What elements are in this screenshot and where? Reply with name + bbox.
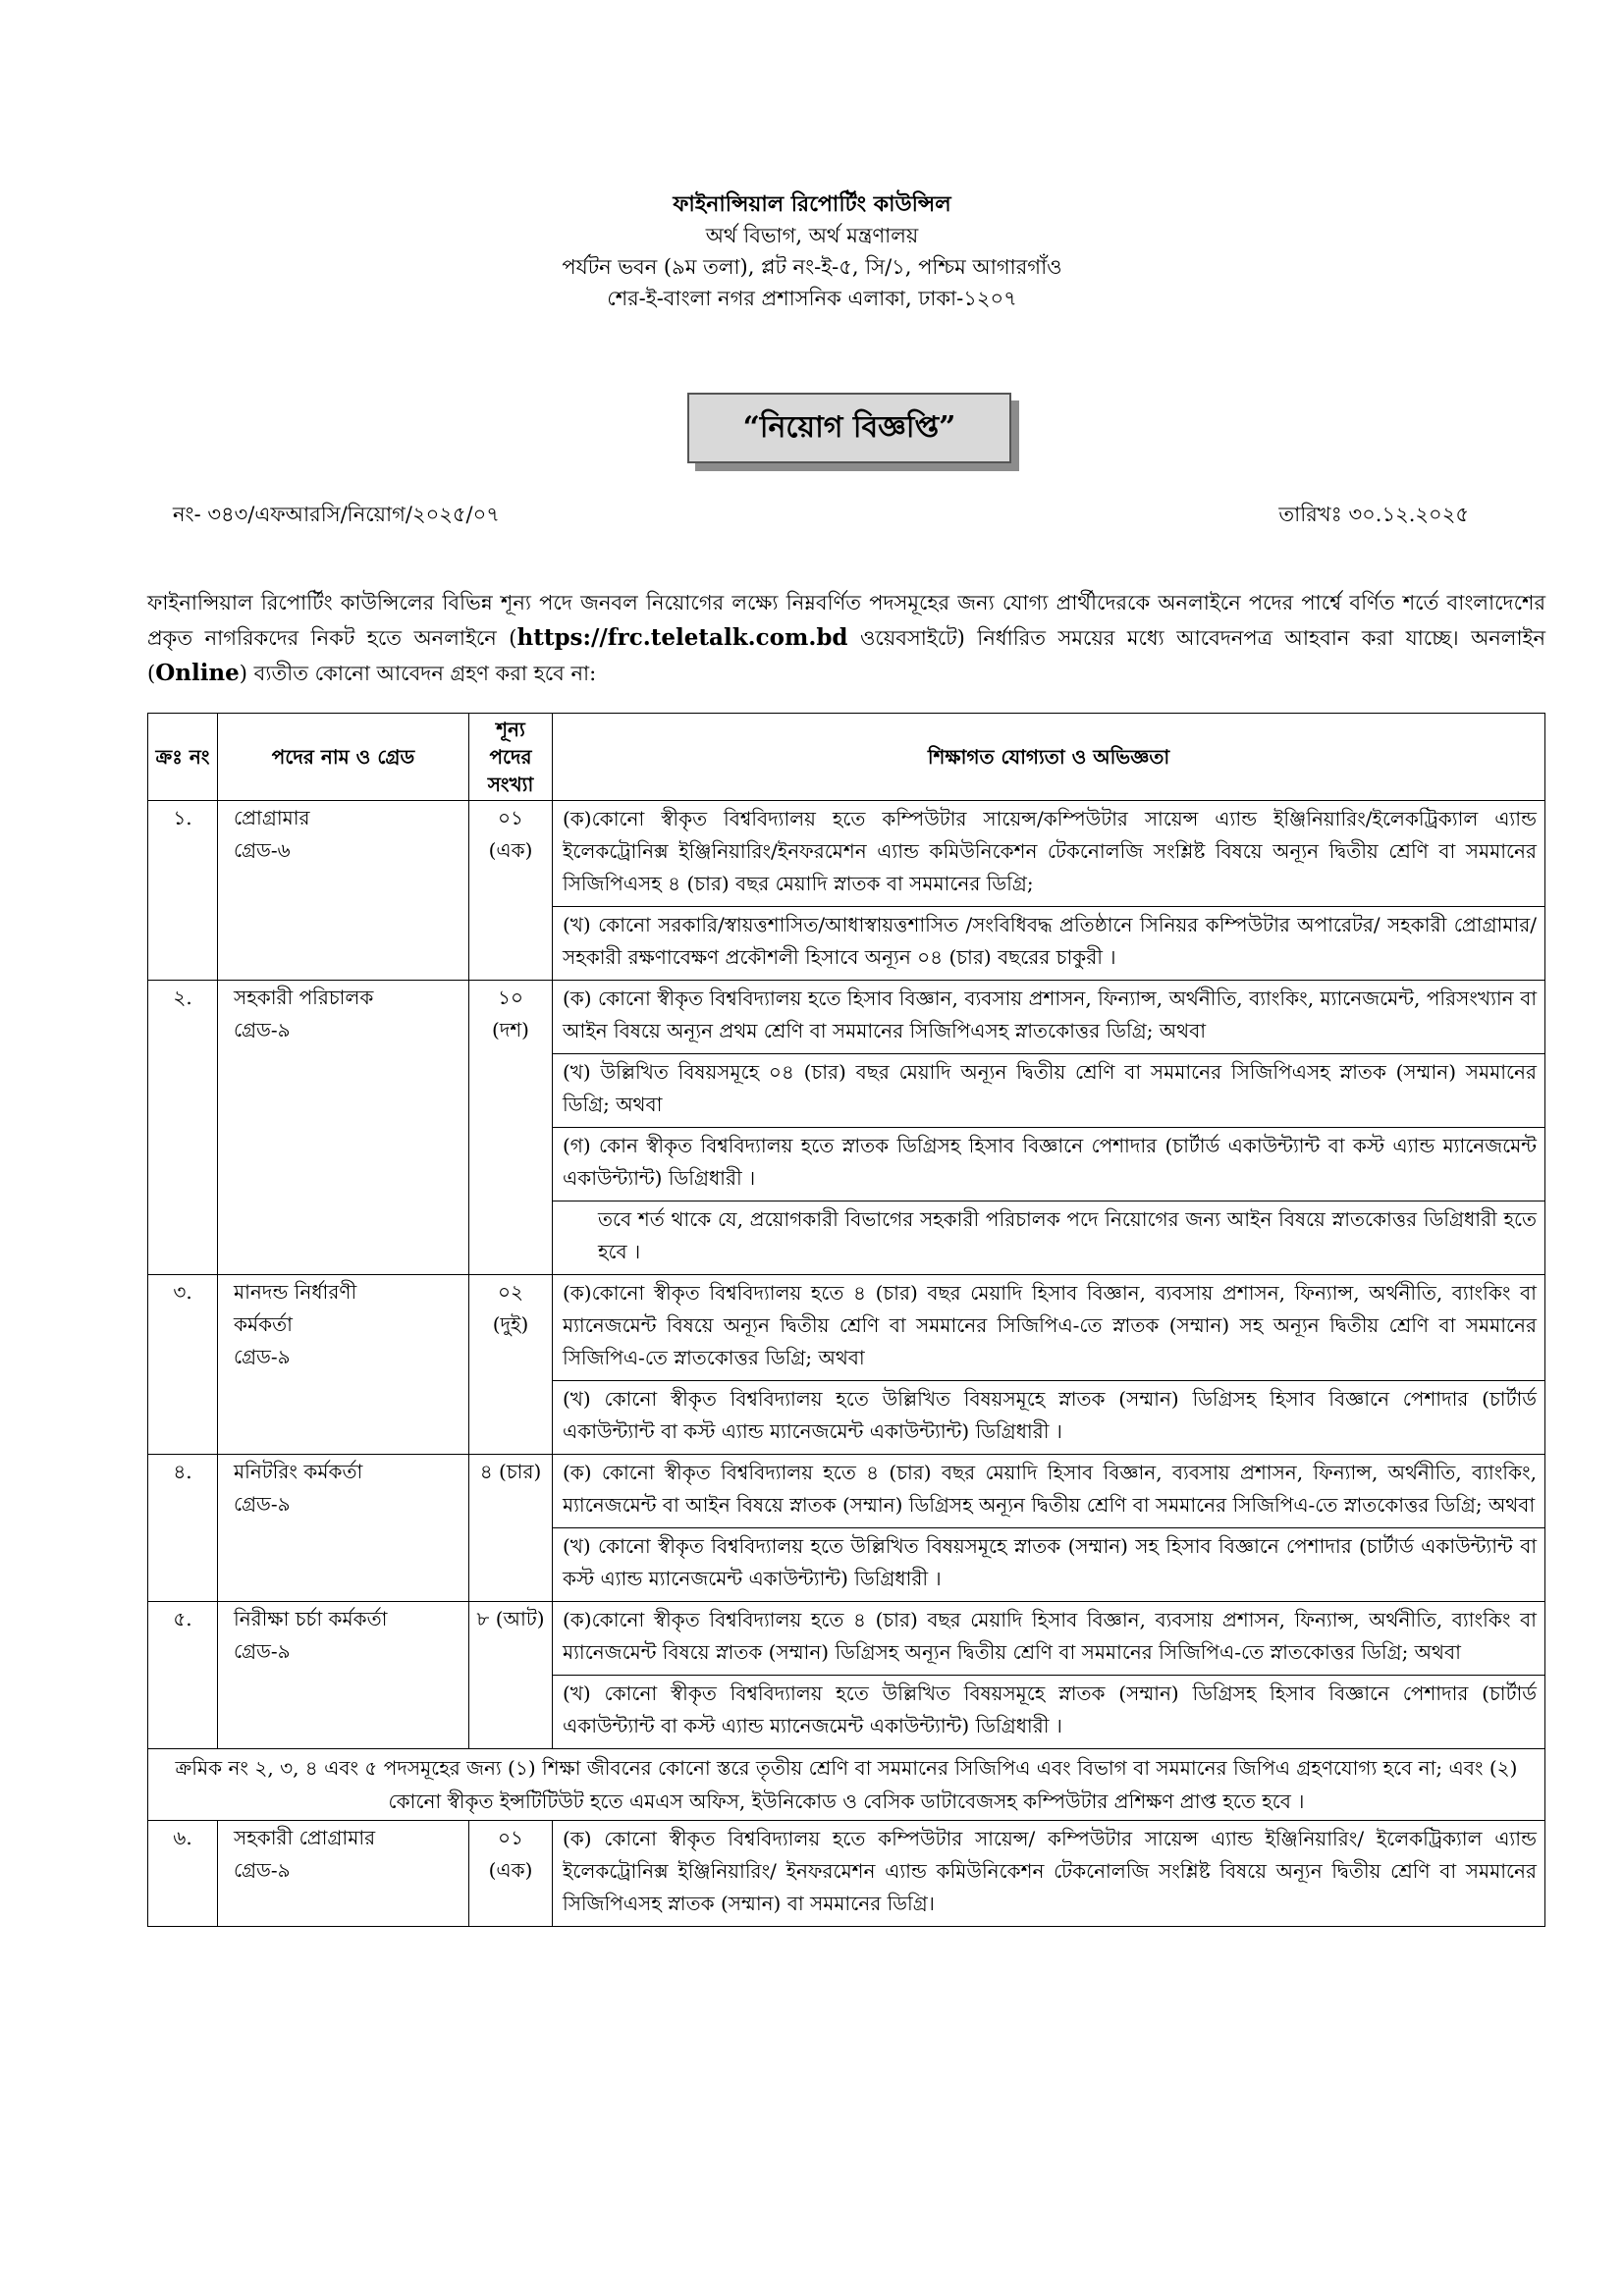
table-row <box>148 801 1545 981</box>
notice-title: “নিয়োগ বিজ্ঞপ্তি” <box>687 393 1011 463</box>
qualification-item: (খ) কোনো স্বীকৃত বিশ্ববিদ্যালয় হতে উল্লিখিত বিষয়সমূহে স্নাতক (সম্মান) ডিগ্রিসহ হিসাব বিজ্ঞানে পেশাদার (চার্টার্ড একাউন্ট্যান্ট বা কস্ট এ্যান্ড ম্যানেজমেন্ট একাউন্ট্যান্ট) ডিগ্রিধারী । <box>553 1675 1544 1748</box>
vacancy-count: ৮ (আট) <box>476 1607 545 1630</box>
vacancy-table <box>147 713 1545 1927</box>
post-name: প্রোগ্রামার <box>234 806 310 829</box>
post-grade: গ্রেড-৯ <box>234 1858 291 1882</box>
row-serial: ৬. <box>148 1821 218 1927</box>
vacancy-words: (এক) <box>488 838 533 862</box>
intro-text-1: ফাইনান্সিয়াল রিপোর্টিং কাউন্সিলের বিভিন্ন শূন্য পদে জনবল নিয়োগের লক্ষ্যে নিম্নবর্ণিত পদসমূহের জন্য যোগ্য প্রার্থীদেরকে অনলাইনে পদের পার্শ্বে বর্ণিত শর্তে বাংলাদেশের প্রকৃত নাগরিকদের নিকট হতে অনলাইনে ( <box>147 591 1545 650</box>
letterhead <box>0 188 1624 314</box>
header-serial: ক্রঃ নং <box>148 714 218 801</box>
table-row <box>148 1602 1545 1749</box>
vacancy-count: ০১ <box>498 806 523 829</box>
vacancy-count: ১০ <box>498 986 523 1009</box>
qualification-item: (খ) কোনো স্বীকৃত বিশ্ববিদ্যালয় হতে উল্লিখিত বিষয়সমূহে স্নাতক (সম্মান) সহ হিসাব বিজ্ঞানে পেশাদার (চার্টার্ড একাউন্ট্যান্ট বা কস্ট এ্যান্ড ম্যানেজমেন্ট একাউন্ট্যান্ট) ডিগ্রিধারী । <box>553 1527 1544 1601</box>
row-serial: ২. <box>148 981 218 1275</box>
vacancy-count: ৪ (চার) <box>479 1460 542 1483</box>
vacancy-count: ০১ <box>498 1826 523 1849</box>
qualification-cell <box>553 1602 1545 1749</box>
qualification-cell <box>553 1455 1545 1602</box>
table-row <box>148 981 1545 1275</box>
post-name: নিরীক্ষা চর্চা কর্মকর্তা <box>234 1607 388 1630</box>
vacancy-cell <box>469 801 553 981</box>
application-url: https://frc.teletalk.com.bd <box>516 624 848 651</box>
qualification-cell <box>553 801 1545 981</box>
header-qualification: শিক্ষাগত যোগ্যতা ও অভিজ্ঞতা <box>553 714 1545 801</box>
vacancy-cell <box>469 1602 553 1749</box>
organization-name: ফাইনান্সিয়াল রিপোর্টিং কাউন্সিল <box>673 191 951 217</box>
table-header-row <box>148 714 1545 801</box>
qualification-item: (গ) কোন স্বীকৃত বিশ্ববিদ্যালয় হতে স্নাতক ডিগ্রিসহ হিসাব বিজ্ঞানে পেশাদার (চার্টার্ড একাউন্ট্যান্ট বা কস্ট এ্যান্ড ম্যানেজমেন্ট একাউন্ট্যান্ট) ডিগ্রিধারী । <box>553 1127 1544 1201</box>
header-vacancy: শূন্য পদের সংখ্যা <box>469 714 553 801</box>
row-serial: ৩. <box>148 1275 218 1455</box>
vacancy-cell <box>469 1275 553 1455</box>
table-note-row <box>148 1749 1545 1821</box>
post-name: মানদন্ড নির্ধারণী কর্মকর্তা <box>234 1280 357 1336</box>
intro-text-3: ) ব্যতীত কোনো আবেদন গ্রহণ করা হবে না: <box>239 662 597 685</box>
address-line-1: পর্যটন ভবন (৯ম তলা), প্লট নং-ই-৫, সি/১, পশ্চিম আগারগাঁও <box>562 255 1062 279</box>
vacancy-words: (দুই) <box>492 1312 529 1336</box>
vacancy-count: ০২ <box>497 1280 523 1304</box>
vacancy-cell <box>469 981 553 1275</box>
qualification-item: (ক) কোনো স্বীকৃত বিশ্ববিদ্যালয় হতে হিসাব বিজ্ঞান, ব্যবসায় প্রশাসন, ফিন্যান্স, অর্থনীতি, ব্যাংকিং, ম্যানেজমেন্ট, পরিসংখ্যান বা আইন বিষয়ে অন্যূন প্রথম শ্রেণি বা সমমানের সিজিপিএসহ স্নাতকোত্তর ডিগ্রি; অথবা <box>563 987 1537 1042</box>
row-serial: ৫. <box>148 1602 218 1749</box>
post-cell <box>218 1821 469 1927</box>
post-cell <box>218 801 469 981</box>
qualification-condition: তবে শর্ত থাকে যে, প্রয়োগকারী বিভাগের সহকারী পরিচালক পদে নিয়োগের জন্য আইন বিষয়ে স্নাতকোত্তর ডিগ্রিধারী হতে হবে । <box>553 1201 1544 1274</box>
qualification-item: (ক) কোনো স্বীকৃত বিশ্ববিদ্যালয় হতে ৪ (চার) বছর মেয়াদি হিসাব বিজ্ঞান, ব্যবসায় প্রশাসন, ফিন্যান্স, অর্থনীতি, ব্যাংকিং, ম্যানেজমেন্ট বা আইন বিষয়ে স্নাতক (সম্মান) ডিগ্রিসহ অন্যূন দ্বিতীয় শ্রেণি বা সমমানের সিজিপিএ-তে স্নাতকোত্তর ডিগ্রি; অথবা <box>563 1461 1537 1517</box>
notice-title-box <box>687 393 1019 471</box>
vacancy-words: (এক) <box>488 1858 533 1882</box>
table-row <box>148 1455 1545 1602</box>
table-row <box>148 1821 1545 1927</box>
qualification-cell <box>553 981 1545 1275</box>
post-cell <box>218 1275 469 1455</box>
qualification-item: (খ) কোনো স্বীকৃত বিশ্ববিদ্যালয় হতে উল্লিখিত বিষয়সমূহে স্নাতক (সম্মান) ডিগ্রিসহ হিসাব বিজ্ঞানে পেশাদার (চার্টার্ড একাউন্ট্যান্ট বা কস্ট এ্যান্ড ম্যানেজমেন্ট একাউন্ট্যান্ট) ডিগ্রিধারী । <box>553 1380 1544 1454</box>
post-cell <box>218 1602 469 1749</box>
vacancy-cell <box>469 1821 553 1927</box>
intro-paragraph <box>147 585 1545 691</box>
post-grade: গ্রেড-৯ <box>234 1345 291 1368</box>
intro-text-2: ওয়েবসাইটে) নির্ধারিত সময়ের মধ্যে আবেদনপত্র আহবান করা যাচ্ছে। অনলাইন ( <box>147 626 1545 685</box>
table-row <box>148 1275 1545 1455</box>
qualification-item: (ক)কোনো স্বীকৃত বিশ্ববিদ্যালয় হতে ৪ (চার) বছর মেয়াদি হিসাব বিজ্ঞান, ব্যবসায় প্রশাসন, ফিন্যান্স, অর্থনীতি, ব্যাংকিং বা ম্যানেজমেন্ট বিষয়ে স্নাতক (সম্মান) ডিগ্রিসহ অন্যূন দ্বিতীয় শ্রেণি বা সমমানের সিজিপিএ-তে স্নাতকোত্তর ডিগ্রি; অথবা <box>563 1608 1537 1664</box>
post-cell <box>218 981 469 1275</box>
qualification-cell <box>553 1821 1545 1927</box>
vacancy-words: (দশ) <box>492 1018 529 1041</box>
qualification-cell <box>553 1275 1545 1455</box>
eligibility-note: ক্রমিক নং ২, ৩, ৪ এবং ৫ পদসমূহের জন্য (১) শিক্ষা জীবনের কোনো স্তরে তৃতীয় শ্রেণি বা সমমানের সিজিপিএ এবং বিভাগ বা সমমানের জিপিএ গ্রহণযোগ্য হবে না; এবং (২) কোনো স্বীকৃত ইন্সটিটিউট হতে এমএস অফিস, ইউনিকোড ও বেসিক ডাটাবেজসহ কম্পিউটার প্রশিক্ষণ প্রাপ্ত হতে হবে । <box>148 1749 1545 1821</box>
post-name: সহকারী প্রোগ্রামার <box>234 1826 376 1849</box>
qualification-item: (ক)কোনো স্বীকৃত বিশ্ববিদ্যালয় হতে ৪ (চার) বছর মেয়াদি হিসাব বিজ্ঞান, ব্যবসায় প্রশাসন, ফিন্যান্স, অর্থনীতি, ব্যাংকিং বা ম্যানেজমেন্ট বিষয়ে অন্যূন দ্বিতীয় শ্রেণি বা সমমানের সিজিপিএ-তে স্নাতক (সম্মান) সহ অন্যূন দ্বিতীয় শ্রেণি বা সমমানের সিজিপিএ-তে স্নাতকোত্তর ডিগ্রি; অথবা <box>563 1281 1537 1369</box>
address-line-2: শের-ই-বাংলা নগর প্রশাসনিক এলাকা, ঢাকা-১২০৭ <box>607 287 1017 310</box>
division-ministry: অর্থ বিভাগ, অর্থ মন্ত্রণালয় <box>705 224 919 247</box>
qualification-item: (ক) কোনো স্বীকৃত বিশ্ববিদ্যালয় হতে কম্পিউটার সায়েন্স/ কম্পিউটার সায়েন্স এ্যান্ড ইঞ্জিনিয়ারিং/ ইলেকট্রিক্যাল এ্যান্ড ইলেকট্রোনিক্স ইঞ্জিনিয়ারিং/ ইনফরমেশন এ্যান্ড কমিউনিকেশন টেকনোলজি সংশ্লিষ্ট বিষয়ে অন্যূন দ্বিতীয় শ্রেণি বা সমমানের সিজিপিএসহ স্নাতক (সম্মান) বা সমমানের ডিগ্রি। <box>563 1827 1537 1915</box>
header-post: পদের নাম ও গ্রেড <box>218 714 469 801</box>
row-serial: ৪. <box>148 1455 218 1602</box>
vacancy-cell <box>469 1455 553 1602</box>
reference-number: নং- ৩৪৩/এফআরসি/নিয়োগ/২০২৫/০৭ <box>173 503 500 526</box>
notice-date: তারিখঃ ৩০.১২.২০২৫ <box>1278 503 1469 526</box>
post-grade: গ্রেড-৯ <box>234 1018 291 1041</box>
row-serial: ১. <box>148 801 218 981</box>
qualification-item: (ক)কোনো স্বীকৃত বিশ্ববিদ্যালয় হতে কম্পিউটার সায়েন্স/কম্পিউটার সায়েন্স এ্যান্ড ইঞ্জিনিয়ারিং/ইলেকট্রিক্যাল এ্যান্ড ইলেকট্রোনিক্স ইঞ্জিনিয়ারিং/ইনফরমেশন এ্যান্ড কমিউনিকেশন টেকনোলজি সংশ্লিষ্ট বিষয়ে অন্যূন দ্বিতীয় শ্রেণি বা সমমানের সিজিপিএসহ ৪ (চার) বছর মেয়াদি স্নাতক বা সমমানের ডিগ্রি; <box>563 807 1537 895</box>
post-name: সহকারী পরিচালক <box>234 986 374 1009</box>
post-cell <box>218 1455 469 1602</box>
post-grade: গ্রেড-৯ <box>234 1492 291 1516</box>
qualification-item: (খ) কোনো সরকারি/স্বায়ত্তশাসিত/আধাস্বায়ত্তশাসিত /সংবিধিবদ্ধ প্রতিষ্ঠানে সিনিয়র কম্পিউটার অপারেটর/ সহকারী প্রোগ্রামার/ সহকারী রক্ষণাবেক্ষণ প্রকৌশলী হিসাবে অন্যূন ০৪ (চার) বছরের চাকুরী । <box>553 906 1544 980</box>
online-label: Online <box>155 660 240 686</box>
post-name: মনিটরিং কর্মকর্তা <box>234 1460 363 1483</box>
qualification-item: (খ) উল্লিখিত বিষয়সমূহে ০৪ (চার) বছর মেয়াদি অন্যূন দ্বিতীয় শ্রেণি বা সমমানের সিজিপিএসহ স্নাতক (সম্মান) সমমানের ডিগ্রি; অথবা <box>553 1053 1544 1127</box>
post-grade: গ্রেড-৬ <box>234 838 291 862</box>
post-grade: গ্রেড-৯ <box>234 1639 291 1663</box>
